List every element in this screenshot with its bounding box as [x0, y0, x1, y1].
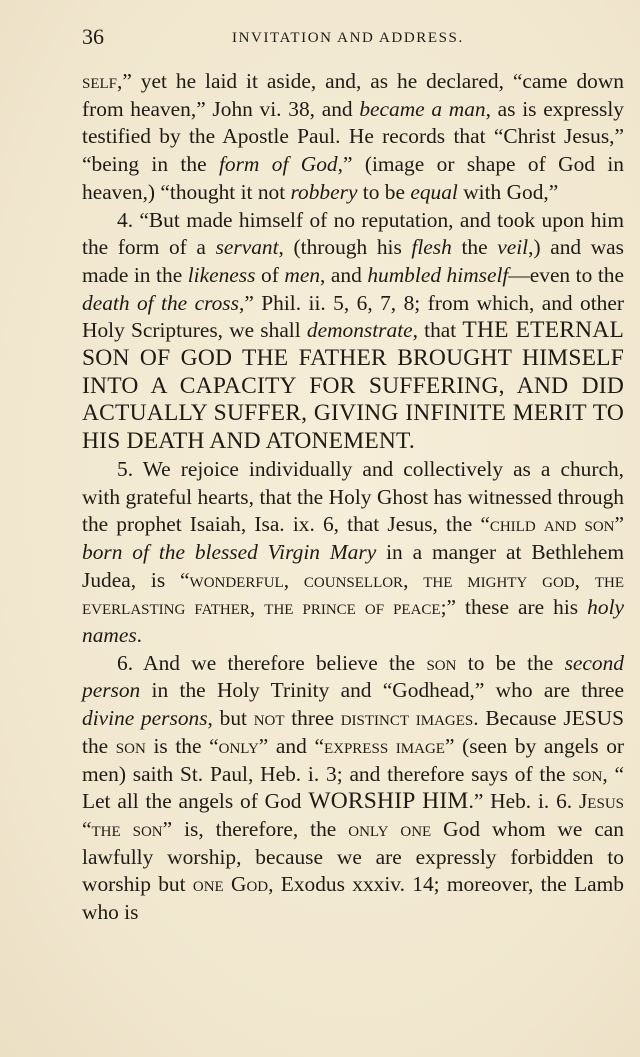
text-run: ,) and was made in the	[82, 235, 624, 287]
text-run: the	[451, 235, 498, 260]
italic-text: likeness	[187, 262, 256, 287]
text-run: with God,”	[457, 179, 559, 204]
running-head	[82, 26, 624, 62]
text-run: 6. And we therefore believe the	[117, 650, 427, 675]
italic-text: servant	[215, 235, 279, 260]
text-run: —even to the	[508, 262, 624, 287]
text-run: to be	[357, 179, 411, 204]
small-caps-text: self	[82, 69, 118, 93]
small-caps-text: the son	[91, 816, 163, 841]
text-run: 4. “But made himself of no reputation, and took upon him the form of a	[82, 207, 624, 260]
text-run: in a manger at Bethlehem Judea, is “	[82, 539, 624, 592]
text-run: .	[136, 623, 143, 648]
small-caps-text: one God	[192, 872, 269, 897]
small-caps-text: son	[572, 761, 603, 786]
small-caps-text: wonderful, counsellor, the mighty god, the everlasting father, the prince of peace	[82, 567, 624, 620]
italic-text: form of God	[218, 152, 338, 177]
paragraph-5	[82, 456, 624, 650]
italic-text: demonstrate	[306, 318, 413, 343]
italic-text: robbery	[290, 179, 358, 204]
text-run: ” is, therefore, the	[162, 816, 349, 841]
text-run: God whom we can lawfully worship, because we are expressly forbidden to worship but	[82, 816, 624, 897]
small-caps-text: not	[253, 706, 285, 731]
text-run: , but	[207, 706, 254, 731]
text-run: ;” these are his	[440, 595, 588, 620]
italic-text: born of the blessed Virgin Mary	[82, 539, 377, 564]
italic-text: death of the cross	[82, 290, 239, 315]
text-run: ”	[614, 512, 624, 537]
text-run: in the Holy Trinity and “Godhead,” who are three	[140, 678, 624, 703]
text-run: of	[255, 262, 285, 287]
italic-text: men	[284, 262, 321, 287]
text-run: ,” (image or shape of God in heaven,) “thought it not	[82, 152, 624, 204]
small-caps-text: son	[115, 733, 146, 758]
page-number: 36	[82, 24, 104, 49]
italic-text: veil	[497, 235, 529, 260]
text-run: 5. We rejoice individually and collectively as a church, with grateful hearts, that the Holy Ghost has witnessed through the prophet Isaiah, Isa. ix. 6, that Jesus, the “	[82, 456, 624, 537]
small-caps-text: express image	[323, 733, 445, 758]
text-run: to be the	[456, 650, 565, 675]
text-run: , “ Let all the angels of God	[82, 761, 624, 814]
italic-text: second person	[82, 650, 624, 703]
text-run: .” Heb. i. 6.	[468, 789, 579, 814]
paragraph-4	[82, 207, 624, 456]
italic-text: holy names	[82, 595, 624, 648]
italic-text: humbled himself	[367, 262, 509, 287]
small-caps-text: child and son	[489, 512, 615, 537]
running-title: INVITATION AND ADDRESS.	[232, 30, 464, 46]
text-run: ,” yet he laid it aside, and, as he declared, “came down from heaven,” John vi. 38, and	[82, 69, 624, 121]
body-text	[82, 68, 624, 927]
text-run: , that	[412, 318, 463, 343]
text-run: , Exodus xxxiv. 14; moreover, the Lamb who is	[82, 872, 624, 925]
paragraph-6	[82, 650, 624, 927]
small-caps-text: son	[426, 650, 457, 675]
small-caps-text: distinct images	[340, 706, 474, 731]
text-run: ” (seen by angels or men) saith St. Paul, Heb. i. 3; and therefore says of the	[82, 733, 625, 786]
small-caps-text: only	[218, 733, 259, 758]
small-caps-text: Jesus	[578, 789, 624, 814]
text-run: , as is expressly testified by the Apostle Paul. He records that “Christ Jesus,” “being in the	[82, 96, 624, 177]
emphasis-caps-text: THE ETERNAL SON OF GOD THE FATHER BROUGHT HIMSELF INTO A CAPACITY FOR SUFFERING, AND DID ACTUALLY SUFFER, GIVING INFINITE MERIT TO HIS DEATH AND ATONEMENT.	[82, 317, 625, 455]
paragraph-continued	[82, 68, 624, 207]
text-run: . Because JESUS the	[82, 706, 624, 758]
text-run: three	[284, 706, 341, 731]
italic-text: became a man	[359, 96, 486, 121]
text-run: is the “	[145, 733, 219, 758]
italic-text: divine persons	[82, 706, 208, 731]
italic-text: equal	[410, 179, 458, 204]
text-run: ” and “	[258, 733, 324, 758]
small-caps-text: only one	[348, 816, 432, 841]
italic-text: flesh	[411, 235, 452, 260]
text-run: ,” Phil. ii. 5, 6, 7, 8; from which, and other Holy Scriptures, we shall	[82, 290, 624, 343]
emphasis-caps-text: WORSHIP HIM	[308, 788, 469, 815]
text-run: , (through his	[278, 235, 412, 260]
text-run: , and	[320, 262, 368, 287]
text-run: “	[82, 816, 92, 841]
